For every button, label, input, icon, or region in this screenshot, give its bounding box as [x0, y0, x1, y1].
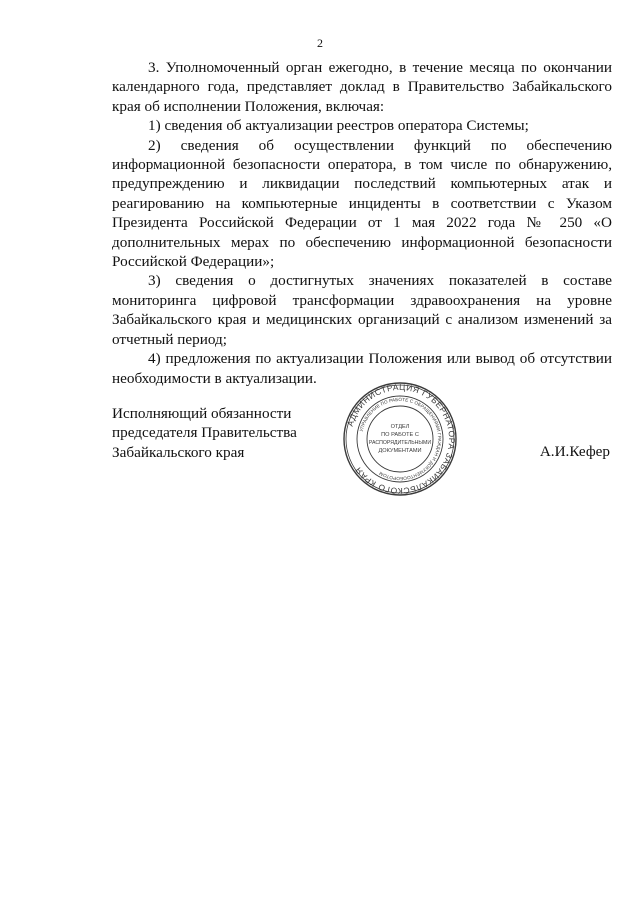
stamp-center-line: ПО РАБОТЕ С	[381, 432, 419, 438]
document-body	[112, 58, 612, 388]
stamp-outer-text: АДМИНИСТРАЦИЯ ГУБЕРНАТОРА ЗАБАЙКАЛЬСКОГО КРАЯ	[344, 381, 458, 497]
paragraph-report-intro: 3. Уполномоченный орган ежегодно, в течение месяца по окончании календарного года, представляет доклад в Правительство Забайкальского края об исполнении Положения, включая:	[112, 59, 612, 115]
official-stamp	[342, 381, 458, 497]
stamp-center-line: РАСПОРЯДИТЕЛЬНЫМИ	[368, 440, 432, 446]
stamp-center-line: ОТДЕЛ	[390, 424, 410, 430]
paragraph-item-1: 1) сведения об актуализации реестров оператора Системы;	[148, 117, 529, 135]
stamp-inner-ring-text: УПРАВЛЕНИЕ ПО РАБОТЕ С ОБРАЩЕНИЯМИ ГРАЖДАН И ДОКУМЕНТООБОРОТОМ	[358, 396, 443, 482]
signer-name: А.И.Кефер	[539, 443, 610, 460]
stamp-center-line: ДОКУМЕНТАМИ	[378, 448, 422, 454]
signer-title-line: председателя Правительства	[112, 424, 297, 442]
paragraph-item-2: 2) сведения об осуществлении функций по обеспечению информационной безопасности оператора, в том числе по обнаружению, предупреждению и ликвидации последствий компьютерных атак и реагированию на компьютерные инциденты в соответствии с Указом Президента Российской Федерации от 1 мая 2022 года № 250 «О дополнительных мерах по обеспечению информационной безопасности Российской Федерации»;	[112, 136, 612, 271]
page-number: 2	[317, 36, 323, 50]
signer-title-line: Забайкальского края	[112, 443, 245, 461]
signer-title-line: Исполняющий обязанности	[112, 405, 292, 422]
signer-title	[112, 404, 312, 462]
paragraph-item-3: 3) сведения о достигнутых значениях показателей в составе мониторинга цифровой трансформации здравоохранения на уровне Забайкальского края и медицинских организаций с анализом изменений за отчетный период;	[112, 272, 612, 348]
paragraph-item-4: 4) предложения по актуализации Положения или вывод об отсутствии необходимости в актуализации.	[112, 350, 612, 387]
